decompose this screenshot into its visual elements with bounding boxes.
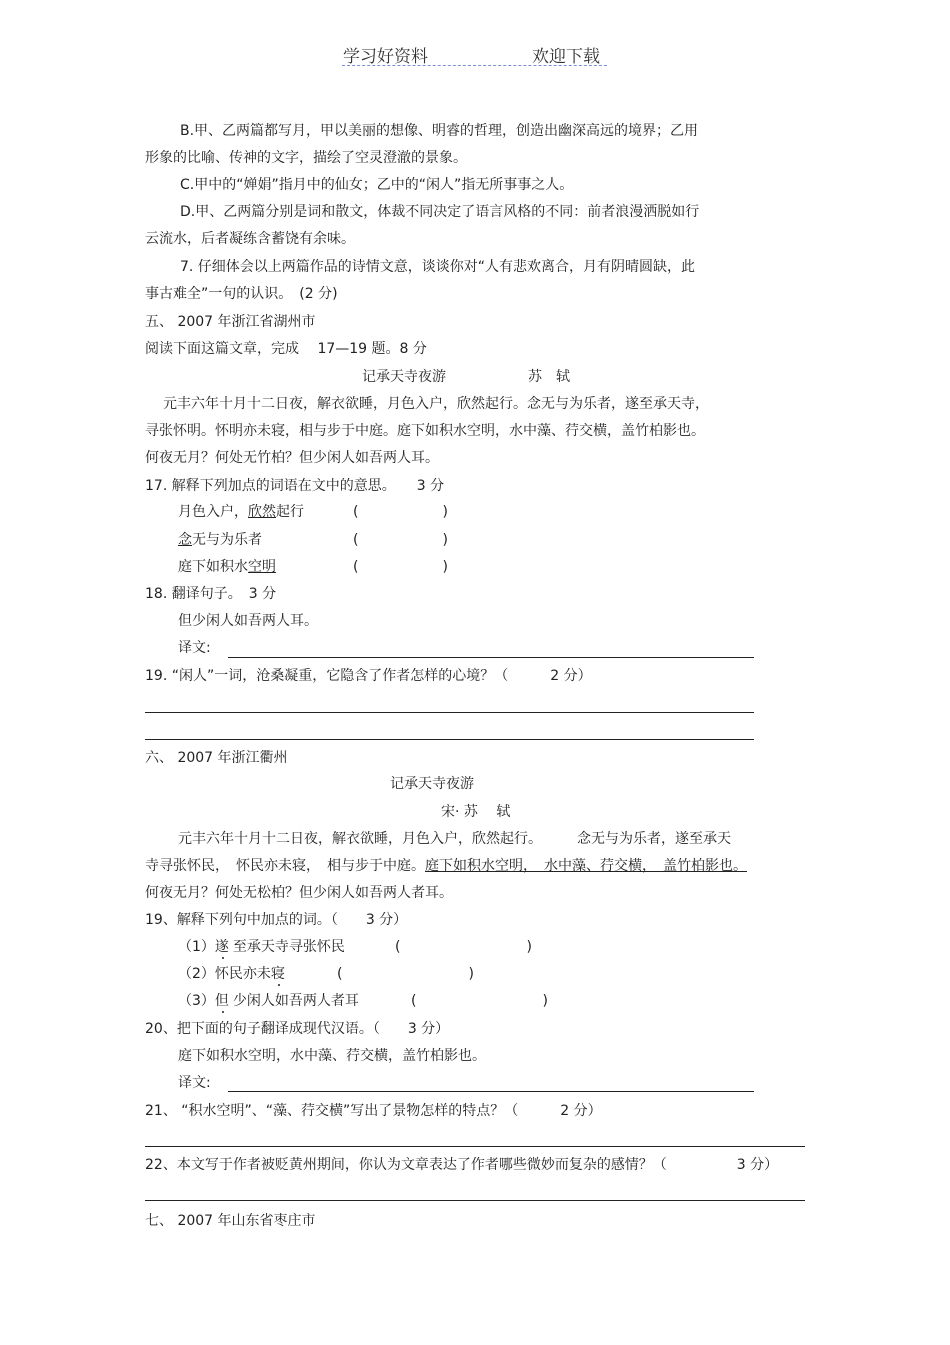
s6-text-line2-underlined: 庭下如积水空明， 水中藻、荇交横， 盖竹柏影也。 bbox=[425, 858, 747, 874]
q17-b-suffix: 无与为乐者 bbox=[192, 532, 262, 548]
page-header bbox=[0, 40, 950, 70]
q20-translation-label: 译文: bbox=[178, 1075, 211, 1091]
question-7-line2: 事古难全”一句的认识。 (2 分) bbox=[145, 286, 338, 302]
q19-item-3-word: 但 bbox=[214, 993, 229, 1009]
q21-answer-line[interactable] bbox=[145, 1146, 805, 1147]
q19-answer-line-1[interactable] bbox=[145, 712, 754, 713]
section-5-instruction: 阅读下面这篇文章，完成 17—19 题。8 分 bbox=[145, 341, 427, 357]
q19-item-3-paren[interactable]: ( ) bbox=[411, 993, 548, 1009]
option-c: C.甲中的“婵娟”指月中的仙女；乙中的“闲人”指无所事事之人。 bbox=[180, 177, 574, 193]
q19-item-3 bbox=[178, 991, 359, 1011]
question-20: 20、把下面的句子翻译成现代汉语。（ 3 分） bbox=[145, 1021, 450, 1037]
question-17-item-b bbox=[178, 530, 262, 550]
question-20-sentence: 庭下如积水空明，水中藻、荇交横，盖竹柏影也。 bbox=[178, 1048, 486, 1064]
q17-a-prefix: 月色入户， bbox=[178, 504, 248, 520]
question-18-sentence: 但少闲人如吾两人耳。 bbox=[178, 613, 318, 629]
q22-answer-line[interactable] bbox=[145, 1200, 805, 1201]
header-dashed-rule bbox=[342, 65, 607, 66]
q18-translation-label: 译文: bbox=[178, 640, 211, 656]
section-7-heading: 七、 2007 年山东省枣庄市 bbox=[145, 1213, 316, 1229]
q17-a-word: 欣然 bbox=[248, 504, 276, 520]
q17-a-suffix: 起行 bbox=[276, 504, 304, 520]
q19-item-2-paren[interactable]: ( ) bbox=[337, 966, 474, 982]
q19-item-3-suffix: 少闲人如吾两人者耳 bbox=[232, 993, 359, 1009]
section-5-heading: 五、 2007 年浙江省湖州市 bbox=[145, 314, 316, 330]
question-7-line1: 7. 仔细体会以上两篇作品的诗情文意，谈谈你对“人有悲欢离合，月有阴晴圆缺，此 bbox=[180, 259, 696, 275]
q20-answer-line[interactable] bbox=[228, 1091, 754, 1092]
q19-item-3-number: （3） bbox=[178, 993, 215, 1009]
q17-c-answer-paren[interactable]: ( ) bbox=[353, 559, 448, 575]
question-17-item-a bbox=[178, 502, 304, 522]
question-22: 22、本文写于作者被贬黄州期间，你认为文章表达了作者哪些微妙而复杂的感情？（ 3 分） bbox=[145, 1157, 779, 1173]
q19-item-1-paren[interactable]: ( ) bbox=[395, 939, 532, 955]
section-6-heading: 六、 2007 年浙江衢州 bbox=[145, 750, 288, 766]
q17-c-prefix: 庭下如积水 bbox=[178, 559, 248, 575]
q17-b-answer-paren[interactable]: ( ) bbox=[353, 532, 448, 548]
option-b-line1: B.甲、乙两篇都写月，甲以美丽的想像、明睿的哲理，创造出幽深高远的境界；乙用 bbox=[180, 123, 699, 139]
section-5-text-line3: 何夜无月？何处无竹柏？但少闲人如吾两人耳。 bbox=[145, 450, 439, 466]
section-5-author: 苏 轼 bbox=[528, 369, 570, 385]
section-5-text-line1: 元丰六年十月十二日夜，解衣欲睡，月色入户，欣然起行。念无与为乐者，遂至承天寺， bbox=[163, 396, 709, 412]
q19-item-1 bbox=[178, 937, 345, 957]
header-right-text: 欢迎下载 bbox=[532, 47, 600, 67]
question-19-s6: 19、解释下列句中加点的词。（ 3 分） bbox=[145, 912, 408, 928]
q19-item-1-number: （1） bbox=[178, 939, 215, 955]
section-5-text-line2: 寻张怀明。怀明亦未寝，相与步于中庭。庭下如积水空明，水中藻、荇交横，盖竹柏影也。 bbox=[145, 423, 705, 439]
option-b-line2: 形象的比喻、传神的文字，描绘了空灵澄澈的景象。 bbox=[145, 150, 467, 166]
section-6-title: 记承天寺夜游 bbox=[390, 776, 474, 792]
section-5-title: 记承天寺夜游 bbox=[362, 369, 446, 385]
q17-c-word: 空明 bbox=[248, 559, 276, 575]
q19-item-2 bbox=[178, 964, 285, 984]
q19-item-2-prefix: 怀民亦未 bbox=[214, 966, 271, 982]
q19-item-1-word: 遂 bbox=[214, 939, 229, 955]
q19-answer-line-2[interactable] bbox=[145, 739, 754, 740]
question-19-s5: 19. “闲人”一词，沧桑凝重，它隐含了作者怎样的心境？（ 2 分） bbox=[145, 668, 592, 684]
q17-b-word: 念 bbox=[178, 532, 192, 548]
option-d-line2: 云流水，后者凝练含蓄饶有余味。 bbox=[145, 231, 355, 247]
header-left-text: 学习好资料 bbox=[343, 47, 428, 67]
question-17-item-c bbox=[178, 557, 288, 577]
section-6-text-line1: 元丰六年十月十二日夜，解衣欲睡，月色入户，欣然起行。 念无与为乐者，遂至承天 bbox=[178, 831, 731, 847]
option-d-line1: D.甲、乙两篇分别是词和散文，体裁不同决定了语言风格的不同：前者浪漫洒脱如行 bbox=[180, 204, 700, 220]
section-6-author: 宋· 苏 轼 bbox=[441, 804, 511, 820]
q18-answer-line[interactable] bbox=[228, 657, 754, 658]
section-6-text-line3: 何夜无月？何处无松柏？但少闲人如吾两人者耳。 bbox=[145, 885, 453, 901]
question-21: 21、 “积水空明”、“藻、荇交横”写出了景物怎样的特点？（ 2 分） bbox=[145, 1103, 602, 1119]
q19-item-1-suffix: 至承天寺寻张怀民 bbox=[232, 939, 345, 955]
q19-item-2-word: 寝 bbox=[270, 966, 285, 982]
q19-item-2-number: （2） bbox=[178, 966, 215, 982]
q17-a-answer-paren[interactable]: ( ) bbox=[353, 504, 448, 520]
question-18: 18. 翻译句子。 3 分 bbox=[145, 586, 277, 602]
question-17: 17. 解释下列加点的词语在文中的意思。 3 分 bbox=[145, 478, 445, 494]
s6-text-line2-plain: 寺寻张怀民， 怀民亦未寝， 相与步于中庭。 bbox=[145, 858, 425, 874]
section-6-text-line2 bbox=[145, 856, 747, 876]
